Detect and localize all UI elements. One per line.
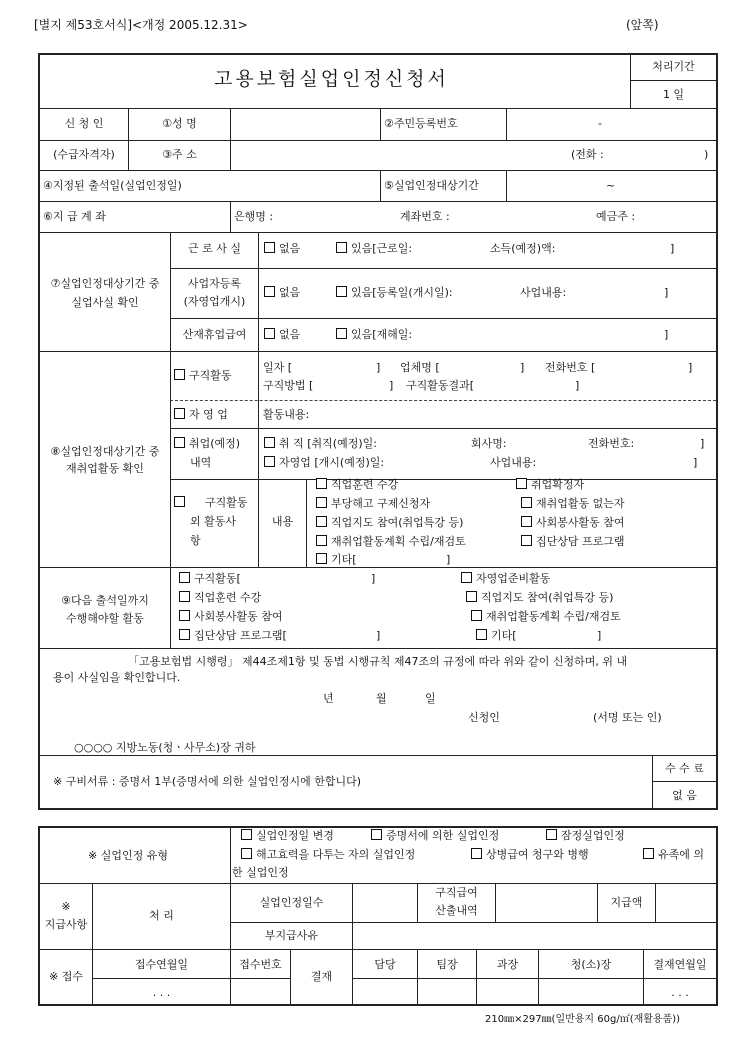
- type-date-change-option[interactable]: 실업인정일 변경: [241, 829, 334, 843]
- checkbox[interactable]: [466, 591, 477, 602]
- section7-label: ⑦실업인정대상기간 중: [50, 277, 160, 290]
- employment-self-option[interactable]: 자영업 [개시(예정)일:: [264, 456, 384, 470]
- industrial-leave-label: 산재휴업급여: [182, 328, 247, 341]
- applicant-label: 신 청 인: [64, 117, 104, 130]
- type-bereaved-option[interactable]: 유족에 의: [643, 848, 704, 862]
- processing-period-value: 1 일: [662, 88, 685, 101]
- receipt-date-dots: . . .: [152, 986, 171, 999]
- company-label: 회사명:: [471, 437, 507, 450]
- fee-value: 없 음: [672, 789, 697, 802]
- other-item-plan[interactable]: 재취업활동계획 수립/재검토: [316, 535, 466, 549]
- checkbox[interactable]: [316, 535, 327, 546]
- fee-label: 수 수 료: [665, 762, 704, 775]
- checkbox[interactable]: [521, 497, 532, 508]
- receipt-number-label: 접수번호: [239, 958, 282, 971]
- checkbox[interactable]: [471, 848, 482, 859]
- attachments-note: ※ 구비서류 : 증명서 1부(증명서에 의한 실업인정시에 한합니다): [53, 775, 362, 788]
- date-month-label: 월: [376, 692, 387, 705]
- calc-sublabel: 산출내역: [435, 904, 478, 917]
- checkbox[interactable]: [316, 553, 327, 564]
- declaration-line-1: 「고용보험법 시행령」 제44조제1항 및 동법 시행규칙 제47조의 규정에 따라 위와 같이 신청하며, 위 내: [128, 655, 628, 668]
- checkbox[interactable]: [643, 848, 654, 859]
- checkbox[interactable]: [316, 516, 327, 527]
- account-number-label: 계좌번호 :: [400, 210, 450, 223]
- work-fact-yes-option[interactable]: 있음[근로일:: [336, 242, 412, 256]
- other-item-confirmed[interactable]: 취업확정자: [516, 478, 584, 492]
- bracket-close: ]: [670, 242, 675, 255]
- rrn-field[interactable]: [507, 109, 716, 140]
- employment-sublabel: 내역: [190, 456, 212, 469]
- account-label: ⑥지 급 계 좌: [43, 210, 106, 223]
- name-label: ①성 명: [162, 117, 197, 130]
- checkbox[interactable]: [521, 535, 532, 546]
- checkbox[interactable]: [174, 408, 185, 419]
- phone-number-label: 전화번호 [: [545, 361, 596, 374]
- business-reg-yes-option[interactable]: 있음[등록일(개시일):: [336, 286, 453, 300]
- approval-date-dots: . . .: [671, 986, 689, 999]
- approver-team-lead: 팀장: [436, 958, 458, 971]
- page-side: (앞쪽): [626, 18, 659, 32]
- period-tilde: ~: [606, 179, 616, 192]
- next-job-search-option[interactable]: 구직활동[: [179, 572, 241, 586]
- approver-staff: 담당: [374, 958, 396, 971]
- next-training-option[interactable]: 직업훈련 수강: [179, 591, 261, 605]
- checkbox[interactable]: [264, 328, 275, 339]
- next-volunteer-option[interactable]: 사회봉사활동 참여: [179, 610, 283, 624]
- employment-job-option[interactable]: 취 직 [취직(예정)일:: [264, 437, 377, 451]
- rrn-label: ②주민등록번호: [384, 117, 458, 130]
- checkbox[interactable]: [264, 286, 275, 297]
- bracket-close: ]: [664, 286, 669, 299]
- bracket-close: ]: [688, 361, 693, 374]
- form-title: 고용보험실업인정신청서: [214, 68, 449, 90]
- company-name-label: 업체명 [: [400, 361, 440, 374]
- next-etc-option[interactable]: 기타[: [476, 629, 517, 643]
- employment-option[interactable]: 취업(예정): [174, 437, 240, 451]
- work-fact-no-option[interactable]: 없음: [264, 242, 300, 256]
- business-reg-sublabel: (자영업개시): [183, 295, 246, 308]
- content-label: 내용: [271, 515, 294, 528]
- other-item-etc[interactable]: 기타[: [316, 553, 357, 567]
- approval-date-label: 결재연월일: [653, 958, 707, 971]
- calc-label: 구직급여: [435, 886, 478, 899]
- name-field[interactable]: [231, 109, 380, 140]
- checkbox[interactable]: [521, 516, 532, 527]
- receipt-label: ※ 접수: [49, 970, 83, 983]
- declaration-line-2: 용이 사실임을 확인합니다.: [53, 671, 181, 684]
- next-self-employ-prep-option[interactable]: 자영업준비활동: [461, 572, 550, 586]
- activity-content-label: 활동내용:: [263, 408, 310, 421]
- section7-sublabel: 실업사실 확인: [71, 296, 139, 309]
- recognized-days-label: 실업인정일수: [259, 896, 324, 909]
- checkbox[interactable]: [264, 242, 275, 253]
- job-search-result-label: 구직활동결과[: [406, 379, 475, 392]
- section9-sublabel: 수행해야할 활동: [66, 612, 144, 625]
- job-search-option[interactable]: 구직활동: [174, 369, 232, 383]
- other-activity-label-3: 항: [190, 534, 201, 547]
- amount-label: 지급액: [610, 896, 643, 909]
- checkbox[interactable]: [461, 572, 472, 583]
- other-item-unfair-dismissal[interactable]: 부당해고 구제신청자: [316, 497, 430, 511]
- industrial-leave-yes-option[interactable]: 있음[재해일:: [336, 328, 412, 342]
- processing-label: 처 리: [149, 909, 174, 922]
- type-sickness-option[interactable]: 상병급여 청구와 병행: [471, 848, 589, 862]
- checkbox[interactable]: [264, 456, 275, 467]
- checkbox[interactable]: [179, 591, 190, 602]
- business-reg-no-option[interactable]: 없음: [264, 286, 300, 300]
- checkbox[interactable]: [316, 497, 327, 508]
- phone-label: (전화 :: [571, 148, 604, 161]
- job-search-date-label: 일자 [: [263, 361, 293, 374]
- approval-label: 결재: [310, 970, 333, 983]
- bracket-close: ]: [376, 361, 381, 374]
- recognition-type-label: ※ 실업인정 유형: [88, 849, 168, 862]
- bracket-close: ]: [575, 379, 580, 392]
- date-day-label: 일: [425, 692, 436, 705]
- checkbox[interactable]: [179, 610, 190, 621]
- other-item-no-activity[interactable]: 재취업활동 없는자: [521, 497, 625, 511]
- job-search-method-label: 구직방법 [: [263, 379, 314, 392]
- bracket-close: ]: [664, 328, 669, 341]
- signature-label: (서명 또는 인): [593, 711, 662, 724]
- next-group-counsel-option[interactable]: 집단상담 프로그램[: [179, 629, 287, 643]
- checkbox[interactable]: [336, 242, 347, 253]
- checkbox[interactable]: [179, 572, 190, 583]
- bracket-close: ]: [371, 572, 376, 585]
- next-plan-option[interactable]: 재취업활동계획 수립/재검토: [471, 610, 621, 624]
- industrial-leave-no-option[interactable]: 없음: [264, 328, 300, 342]
- checkbox[interactable]: [264, 437, 275, 448]
- business-content-label: 사업내용:: [490, 456, 537, 469]
- rrn-dash: -: [598, 117, 602, 130]
- period-label: ⑤실업인정대상기간: [384, 179, 479, 192]
- bracket-close: ]: [446, 553, 451, 566]
- bracket-close: ]: [376, 629, 381, 642]
- next-guidance-option[interactable]: 직업지도 참여(취업특강 등): [466, 591, 613, 605]
- bracket-close: ]: [389, 379, 394, 392]
- checkbox[interactable]: [336, 286, 347, 297]
- receipt-date-label: 접수연월일: [134, 958, 189, 971]
- checkbox[interactable]: [336, 328, 347, 339]
- approver-section-chief: 과장: [496, 958, 519, 971]
- checkbox[interactable]: [241, 829, 252, 840]
- type-continued-text: 한 실업인정: [232, 866, 289, 879]
- business-content-label: 사업내용:: [520, 286, 567, 299]
- bracket-close: ]: [700, 437, 705, 450]
- addressee: ○○○○ 지방노동(청ㆍ사무소)장 귀하: [74, 741, 256, 754]
- checkbox[interactable]: [476, 629, 487, 640]
- section8-sublabel: 재취업활동 확인: [66, 462, 144, 475]
- approver-director: 청(소)장: [570, 958, 612, 971]
- type-provisional-option[interactable]: 잠정실업인정: [546, 829, 625, 843]
- address-field[interactable]: [231, 141, 716, 170]
- self-employed-option[interactable]: 자 영 업: [174, 408, 228, 422]
- checkbox[interactable]: [316, 478, 327, 489]
- section9-label: ⑨다음 출석일까지: [61, 594, 149, 607]
- applicant-sublabel: (수급자격자): [53, 148, 115, 161]
- payment-label: 지급사항: [44, 918, 88, 931]
- bank-name-label: 은행명 :: [234, 210, 274, 223]
- checkbox[interactable]: [174, 437, 185, 448]
- payment-mark: ※: [61, 900, 71, 913]
- checkbox[interactable]: [179, 629, 190, 640]
- checkbox[interactable]: [371, 829, 382, 840]
- income-label: 소득(예정)액:: [490, 242, 556, 255]
- designated-date-label: ④지정된 출석일(실업인정일): [43, 179, 182, 192]
- work-fact-label: 근 로 사 실: [188, 242, 241, 255]
- other-activity-option[interactable]: [174, 496, 189, 510]
- checkbox[interactable]: [516, 478, 527, 489]
- type-dismissal-option[interactable]: 해고효력을 다투는 자의 실업인정: [241, 848, 415, 862]
- date-year-label: 년: [323, 692, 334, 705]
- phone-close: ): [704, 148, 709, 161]
- checkbox[interactable]: [174, 496, 185, 507]
- paper-spec-footer: 210㎜×297㎜(일반용지 60g/㎡(재활용품)): [485, 1014, 681, 1025]
- other-activity-label: 구직활동: [205, 496, 248, 509]
- designated-date-field[interactable]: [231, 171, 380, 201]
- form-reference: [별지 제53호서식]<개정 2005.12.31>: [34, 18, 248, 32]
- account-holder-label: 예금주 :: [596, 210, 636, 223]
- processing-period-label: 처리기간: [652, 60, 695, 73]
- checkbox[interactable]: [471, 610, 482, 621]
- bracket-close: ]: [597, 629, 602, 642]
- other-item-training[interactable]: 직업훈련 수강: [316, 478, 398, 492]
- address-label: ③주 소: [162, 148, 197, 161]
- other-item-volunteer[interactable]: 사회봉사활동 참여: [521, 516, 625, 530]
- checkbox[interactable]: [174, 369, 185, 380]
- section8-label: ⑧실업인정대상기간 중: [50, 445, 160, 458]
- business-reg-label: 사업자등록: [187, 277, 242, 290]
- phone-label: 전화번호:: [588, 437, 635, 450]
- other-activity-label-2: 외 활동사: [190, 515, 237, 528]
- applicant-sign-label: 신청인: [468, 711, 500, 724]
- other-item-guidance[interactable]: 직업지도 참여(취업특강 등): [316, 516, 463, 530]
- bracket-close: ]: [520, 361, 525, 374]
- nonpay-reason-label: 부지급사유: [264, 929, 319, 942]
- checkbox[interactable]: [546, 829, 557, 840]
- other-item-group-counsel[interactable]: 집단상담 프로그램: [521, 535, 625, 549]
- checkbox[interactable]: [241, 848, 252, 859]
- bracket-close: ]: [693, 456, 698, 469]
- type-certificate-option[interactable]: 증명서에 의한 실업인정: [371, 829, 499, 843]
